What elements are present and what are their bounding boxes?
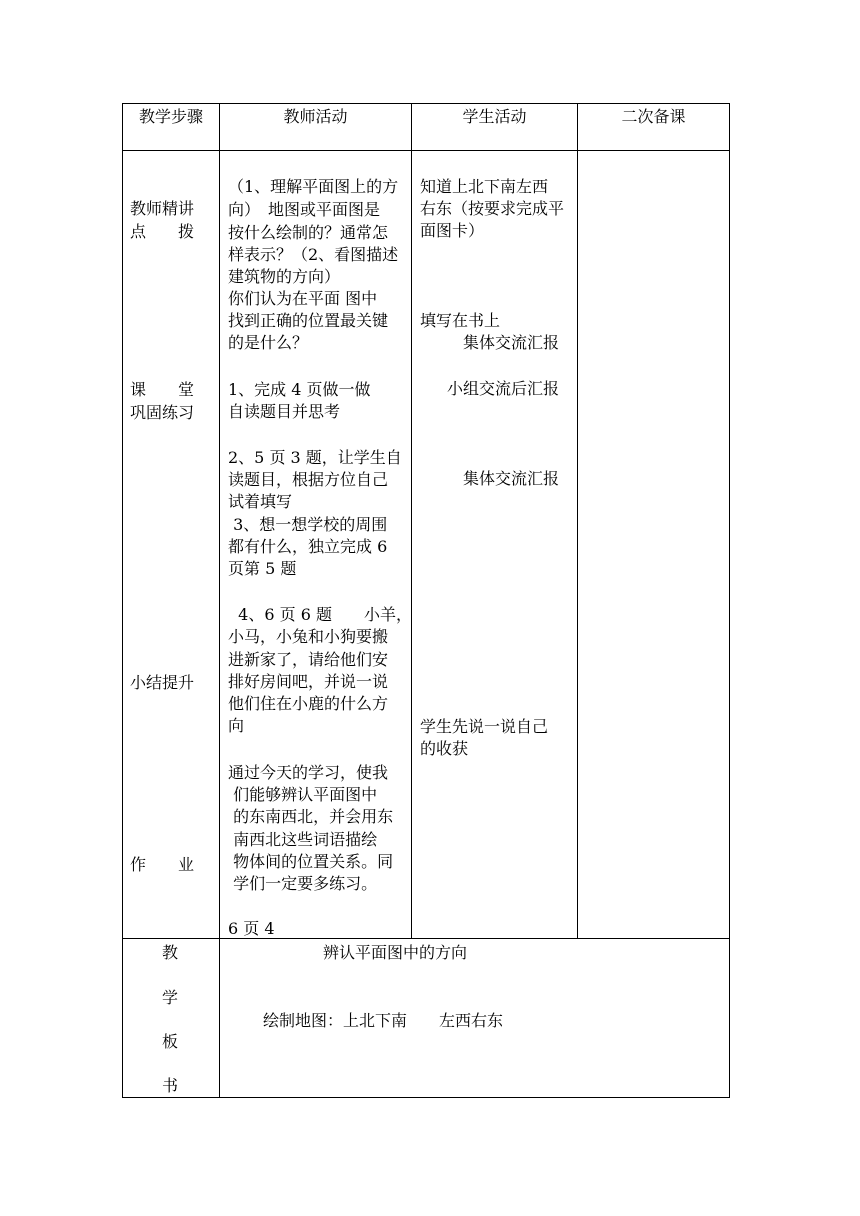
teacher-line: 学们一定要多练习。	[228, 874, 378, 893]
teacher-line: 南西北这些词语描绘	[228, 830, 378, 849]
board-title: 辨认平面图中的方向	[323, 943, 468, 962]
teacher-line: 进新家了，请给他们安	[228, 650, 389, 669]
board-label-char: 书	[162, 1076, 179, 1095]
student-activity-1-line2: 右东（按要求完成平	[420, 199, 565, 218]
teacher-line: 自读题目并思考	[228, 402, 341, 421]
header-student-activity: 学生活动	[462, 107, 527, 126]
teacher-line: 试着填写	[228, 492, 293, 511]
body-bottom-border	[122, 938, 730, 939]
teacher-line: 读题目，根据方位自己	[228, 470, 389, 489]
board-label-char: 板	[162, 1032, 179, 1051]
teacher-line: 页第 5 题	[228, 559, 297, 578]
step-homework: 作 业	[130, 855, 195, 874]
student-activity-3: 集体交流汇报	[463, 333, 560, 352]
board-label-char: 教	[162, 943, 179, 962]
teacher-line: 排好房间吧，并说一说	[228, 672, 389, 691]
step-class-practice-line2: 巩固练习	[130, 403, 195, 422]
teacher-line: 的东南西北，并会用东	[228, 807, 394, 826]
teacher-line: 建筑物的方向）	[228, 267, 341, 286]
teacher-line: 们能够辨认平面图中	[228, 785, 378, 804]
teacher-line: （1、理解平面图上的方	[228, 177, 399, 196]
column-divider-3	[577, 103, 578, 939]
teacher-line: 物体间的位置关系。同	[228, 852, 394, 871]
student-activity-4: 小组交流后汇报	[447, 379, 560, 398]
teacher-line: 1、完成 4 页做一做	[228, 380, 371, 399]
teacher-line: 你们认为在平面 图中	[228, 289, 378, 308]
teacher-line: 样表示？（2、看图描述	[228, 245, 399, 264]
step-class-practice-line1: 课 堂	[130, 380, 195, 399]
student-activity-6-line1: 学生先说一说自己	[420, 717, 549, 736]
table-top-border	[122, 103, 730, 104]
student-activity-2: 填写在书上	[420, 311, 501, 330]
teacher-line: 的是什么？	[228, 333, 309, 352]
student-activity-1-line1: 知道上北下南左西	[420, 177, 549, 196]
teacher-line: 都有什么，独立完成 6	[228, 537, 388, 556]
student-activity-5: 集体交流汇报	[463, 469, 560, 488]
teacher-line: 他们住在小鹿的什么方	[228, 694, 389, 713]
header-teaching-steps: 教学步骤	[138, 107, 203, 126]
header-teacher-activity: 教师活动	[283, 107, 348, 126]
step-teacher-explain-line1: 教师精讲	[130, 199, 195, 218]
column-divider-2	[411, 103, 412, 939]
teacher-line: 4、6 页 6 题 小羊，	[228, 605, 412, 624]
board-content: 绘制地图：上北下南 左西右东	[263, 1011, 504, 1030]
board-label-char: 学	[162, 988, 179, 1007]
header-second-prep: 二次备课	[621, 107, 686, 126]
student-activity-1-line3: 面图卡）	[420, 221, 485, 240]
step-teacher-explain-line2: 点 拨	[130, 222, 195, 241]
teacher-line: 3、想一想学校的周围	[228, 515, 388, 534]
table-right-border	[729, 103, 730, 1098]
step-summary: 小结提升	[130, 673, 195, 692]
teacher-line: 找到正确的位置最关键	[228, 311, 389, 330]
header-bottom-border	[122, 150, 730, 151]
teacher-line: 通过今天的学习，使我	[228, 763, 389, 782]
table-bottom-border	[122, 1097, 730, 1098]
student-activity-6-line2: 的收获	[420, 739, 469, 758]
column-divider-1	[219, 103, 220, 1098]
teacher-line: 小马，小兔和小狗要搬	[228, 627, 389, 646]
teacher-line: 2、5 页 3 题，让学生自	[228, 448, 402, 467]
teacher-line: 6 页 4	[228, 919, 275, 938]
teacher-line: 按什么绘制的？通常怎	[228, 223, 389, 242]
table-left-border	[122, 103, 123, 1098]
teacher-line: 向	[228, 716, 245, 735]
teacher-line: 向） 地图或平面图是	[228, 200, 381, 219]
